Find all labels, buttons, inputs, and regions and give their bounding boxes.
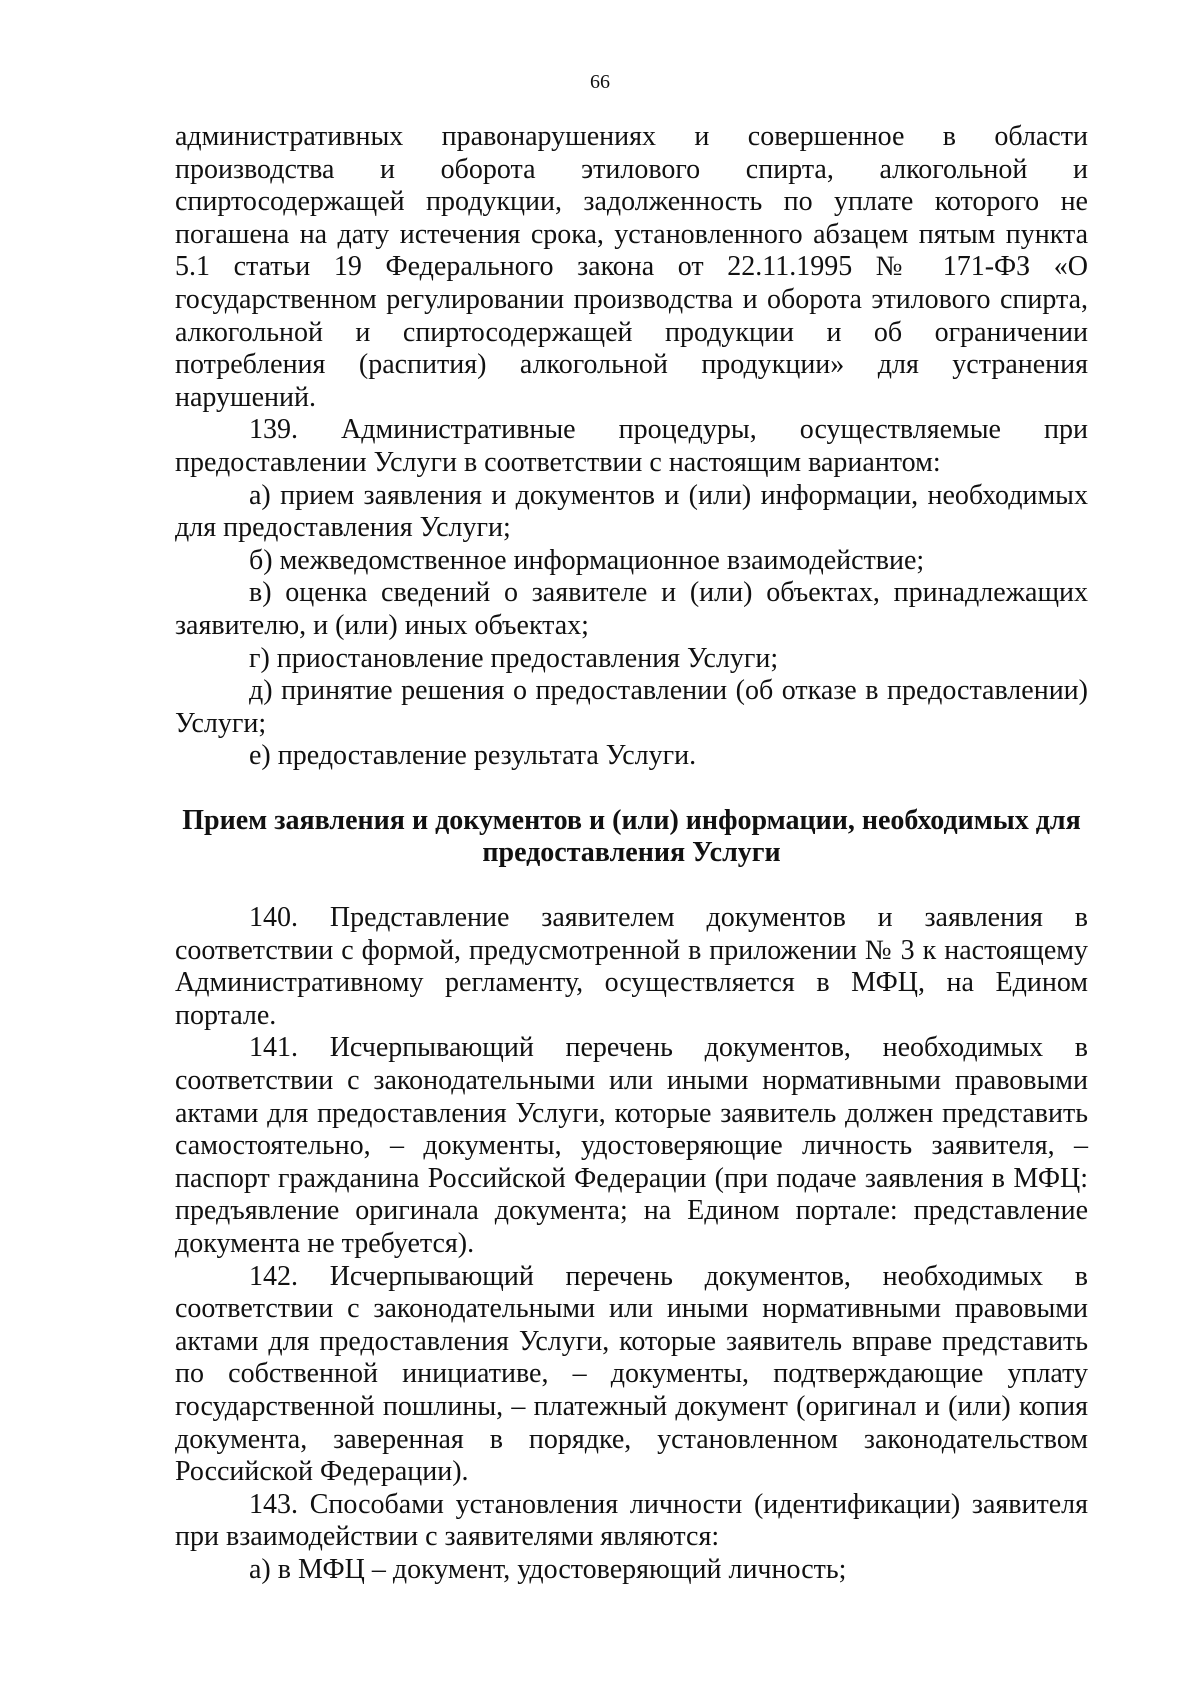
list-item-g: г) приостановление предоставления Услуги;: [249, 642, 779, 674]
list-item-b: б) межведомственное информационное взаимодействие;: [249, 544, 925, 576]
paragraph-141: 141. Исчерпывающий перечень документов, необходимых в соответствии с законодательными или иными нормативными правовыми актами для предоставления Услуги, которые заявитель должен представить самостоятельно, – документы, удостоверяющие личность заявителя, – паспорт гражданина Российской Федерации (при подаче заявления в МФЦ: предъявление оригинала документа; на Едином портале: представление документа не требуется).: [175, 1032, 1088, 1259]
list-item-d: д) принятие решения о предоставлении (об отказе в предоставлении) Услуги;: [175, 675, 1088, 739]
paragraph-142: 142. Исчерпывающий перечень документов, необходимых в соответствии с законодательными или иными нормативными правовыми актами для предоставления Услуги, которые заявитель вправе представить по собственной инициативе, – документы, подтверждающие уплату государственной пошлины, – платежный документ (оригинал и (или) копия документа, заверенная в порядке, установленном законодательством Российской Федерации).: [175, 1260, 1088, 1488]
list-item-v: в) оценка сведений о заявителе и (или) объектах, принадлежащих заявителю, и (или) иных объектах;: [175, 577, 1088, 641]
list-item-143-a: а) в МФЦ – документ, удостоверяющий личность;: [249, 1553, 847, 1585]
list-item-e: е) предоставление результата Услуги.: [249, 740, 697, 772]
document-body: [175, 121, 1088, 1587]
paragraph-140: 140. Представление заявителем документов и заявления в соответствии с формой, предусмотренной в приложении № 3 к настоящему Административному регламенту, осуществляется в МФЦ, на Едином портале.: [175, 902, 1088, 1031]
section-heading: Прием заявления и документов и (или) информации, необходимых для предоставления Услуги: [182, 804, 1081, 869]
paragraph-139: 139. Административные процедуры, осуществляемые при предоставлении Услуги в соответствии с настоящим вариантом:: [175, 414, 1088, 478]
list-item-a: а) прием заявления и документов и (или) информации, необходимых для предоставления Услуги;: [175, 479, 1088, 544]
paragraph-143: 143. Способами установления личности (идентификации) заявителя при взаимодействии с заявителями являются:: [175, 1488, 1088, 1553]
paragraph-continuation: административных правонарушениях и совершенное в области производства и оборота этилового спирта, алкогольной и спиртосодержащей продукции, задолженность по уплате которого не погашена на дату истечения срока, установленного абзацем пятым пункта 5.1 статьи 19 Федерального закона от 22.11.1995 № 171-ФЗ «О государственном регулировании производства и оборота этилового спирта, алкогольной и спиртосодержащей продукции и об ограничении потребления (распития) алкогольной продукции» для устранения нарушений.: [175, 121, 1088, 413]
page-number: 66: [590, 71, 610, 93]
